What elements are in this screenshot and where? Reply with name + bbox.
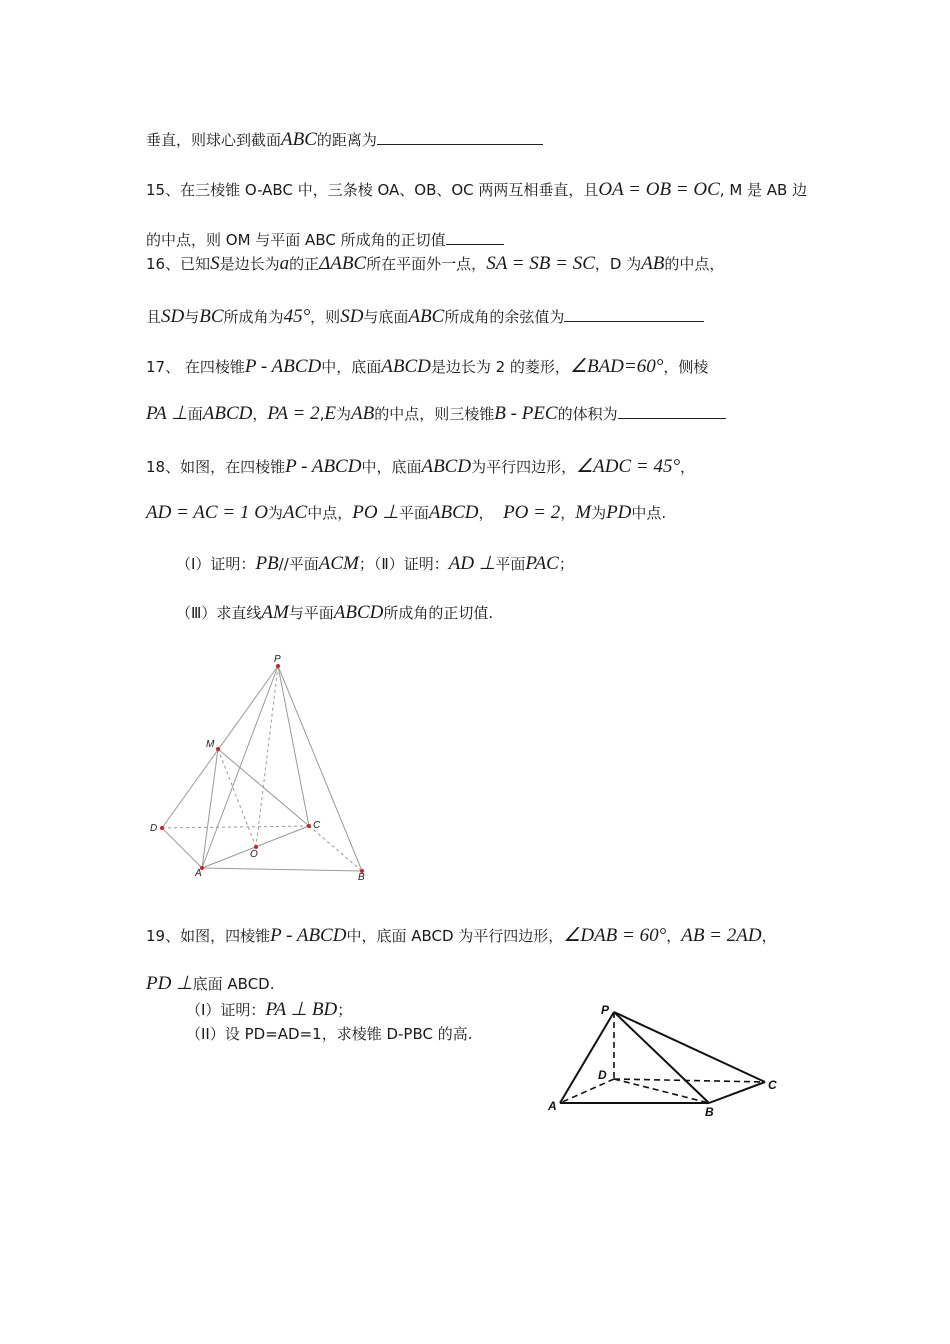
text: 所成角的正切值. [383,604,494,622]
text: 中，底面 ABCD 为平行四边形， [346,927,564,945]
q18-line-1 [146,455,695,479]
math: ∠BAD=60° [569,356,664,377]
text: （Ⅲ）求直线 [176,604,262,622]
text: , [319,405,325,423]
math: SD [340,306,364,327]
label-A: A [195,868,202,879]
math: M [575,502,592,523]
text: 的距离为 [316,131,377,149]
math: P - ABCD [270,925,347,946]
q17-line-1 [146,355,708,379]
text: 的中点，则三棱锥 [374,405,495,423]
label-A: A [548,1099,557,1113]
math: S [210,253,220,274]
text: 与平面 [288,604,334,622]
math: ABCD [202,403,253,424]
text: ，D 为 [594,255,642,273]
text: 所在平面外一点， [366,255,487,273]
label-P: P [274,654,281,665]
math: PO ⊥ [352,502,399,523]
label-O: O [250,849,258,860]
math: ABCD [381,356,431,377]
math: PD [606,502,632,523]
text: 18、如图，在四棱锥 [146,458,286,476]
math: B - PEC [494,403,558,424]
text: 的中点，则 OM 与平面 ABC 所成角的正切值 [146,231,446,249]
text: 与底面 [363,308,409,326]
text: //平面 [278,555,319,573]
label-B: B [705,1105,714,1119]
text: 中，底面 [321,358,382,376]
text: （Ⅰ）证明： [176,555,256,573]
text: 17、 在四棱锥 [146,358,245,376]
text: 与 [184,308,200,326]
text: 是边长为 [219,255,280,273]
text: 15、在三棱锥 O-ABC 中，三条棱 OA、OB、OC 两两互相垂直，且 [146,181,599,199]
text: 底面 ABCD. [192,975,275,993]
text: 为 [267,504,283,522]
text: 的中点， [664,255,725,273]
text: ， [761,927,777,945]
text: 垂直，则球心到截面 [146,131,282,149]
math: AB [351,403,375,424]
text: 中，底面 [361,458,422,476]
math: PAC [525,553,559,574]
text: 为平行四边形， [471,458,577,476]
answer-blank [618,404,726,419]
math: PA = 2 [267,403,320,424]
q14-tail-line [146,128,543,152]
text: 且 [146,308,162,326]
q19-part-2 [186,1022,473,1046]
text: ； [337,1001,353,1019]
text: ，则 [310,308,341,326]
text: ， [680,458,696,476]
text: ，侧棱 [663,358,709,376]
text: （I）证明： [186,1001,266,1019]
q19-part-1 [186,998,352,1022]
text: ， [478,504,494,522]
label-C: C [313,820,321,831]
text: 的体积为 [557,405,618,423]
math: AB [641,253,665,274]
math: ABCD [333,602,384,623]
math: AB = 2AD [681,925,762,946]
math: PA ⊥ BD [265,999,338,1020]
answer-blank [446,230,504,245]
label-P: P [601,1003,610,1017]
pyramid-figure-18 [140,648,380,888]
text: 平面 [495,555,526,573]
q15-line-1 [146,178,807,202]
math: ΔABC [319,253,367,274]
math: AC [282,502,308,523]
math: AD = AC = 1 [146,502,250,523]
math: 45° [283,306,311,327]
math: ∠DAB = 60° [563,925,667,946]
math: O [254,502,268,523]
text: （II）设 PD=AD=1，求棱锥 D-PBC 的高. [186,1025,473,1043]
math: PD ⊥ [146,973,193,994]
text: 为 [336,405,352,423]
math: ABC [408,306,445,327]
math: E [324,403,337,424]
q18-part-1-2 [176,552,574,576]
math: ABC [281,129,317,150]
math: PB [255,553,279,574]
math: a [279,253,290,274]
math: ABCD [428,502,479,523]
q15-line-2 [146,228,504,252]
math: ∠ADC = 45° [576,456,681,477]
pyramid-figure-19 [540,995,790,1120]
math: ABCD [421,456,472,477]
text: ； [558,555,574,573]
math: BC [199,306,224,327]
q18-line-2 [146,501,666,525]
text: ， [252,405,268,423]
text: 所成角为 [223,308,284,326]
text: 所成角的余弦值为 [444,308,565,326]
text: 16、已知 [146,255,211,273]
math: PA ⊥ [146,403,188,424]
text: ；（Ⅱ）证明： [358,555,449,573]
q16-line-2 [146,305,704,329]
answer-blank [564,307,704,322]
q17-line-2 [146,402,726,426]
text: 19、如图，四棱锥 [146,927,271,945]
text: 平面 [398,504,429,522]
label-D: D [598,1068,607,1082]
math: OA = OB = OC [598,179,720,200]
math: AD ⊥ [448,553,496,574]
math: SA = SB = SC [486,253,595,274]
math: P - ABCD [285,456,362,477]
math: PO = 2 [503,502,561,523]
text: 中点. [631,504,667,522]
text: ， [560,504,576,522]
math: ACM [318,553,359,574]
answer-blank [377,130,543,145]
q19-line-2 [146,972,275,996]
text: ， [666,927,682,945]
text: 面 [187,405,203,423]
text: 的正 [289,255,320,273]
math: SD [161,306,185,327]
q19-line-1 [146,924,777,948]
text: 是边长为 2 的菱形， [430,358,570,376]
text: 为 [591,504,607,522]
label-B: B [358,872,365,883]
q18-part-3 [176,601,493,625]
q16-line-1 [146,252,724,276]
label-D: D [150,823,158,834]
math: P - ABCD [244,356,322,377]
label-C: C [768,1078,777,1092]
text: , M 是 AB 边 [719,181,808,199]
text: 中点， [307,504,353,522]
math: AM [261,602,289,623]
label-M: M [206,739,215,750]
